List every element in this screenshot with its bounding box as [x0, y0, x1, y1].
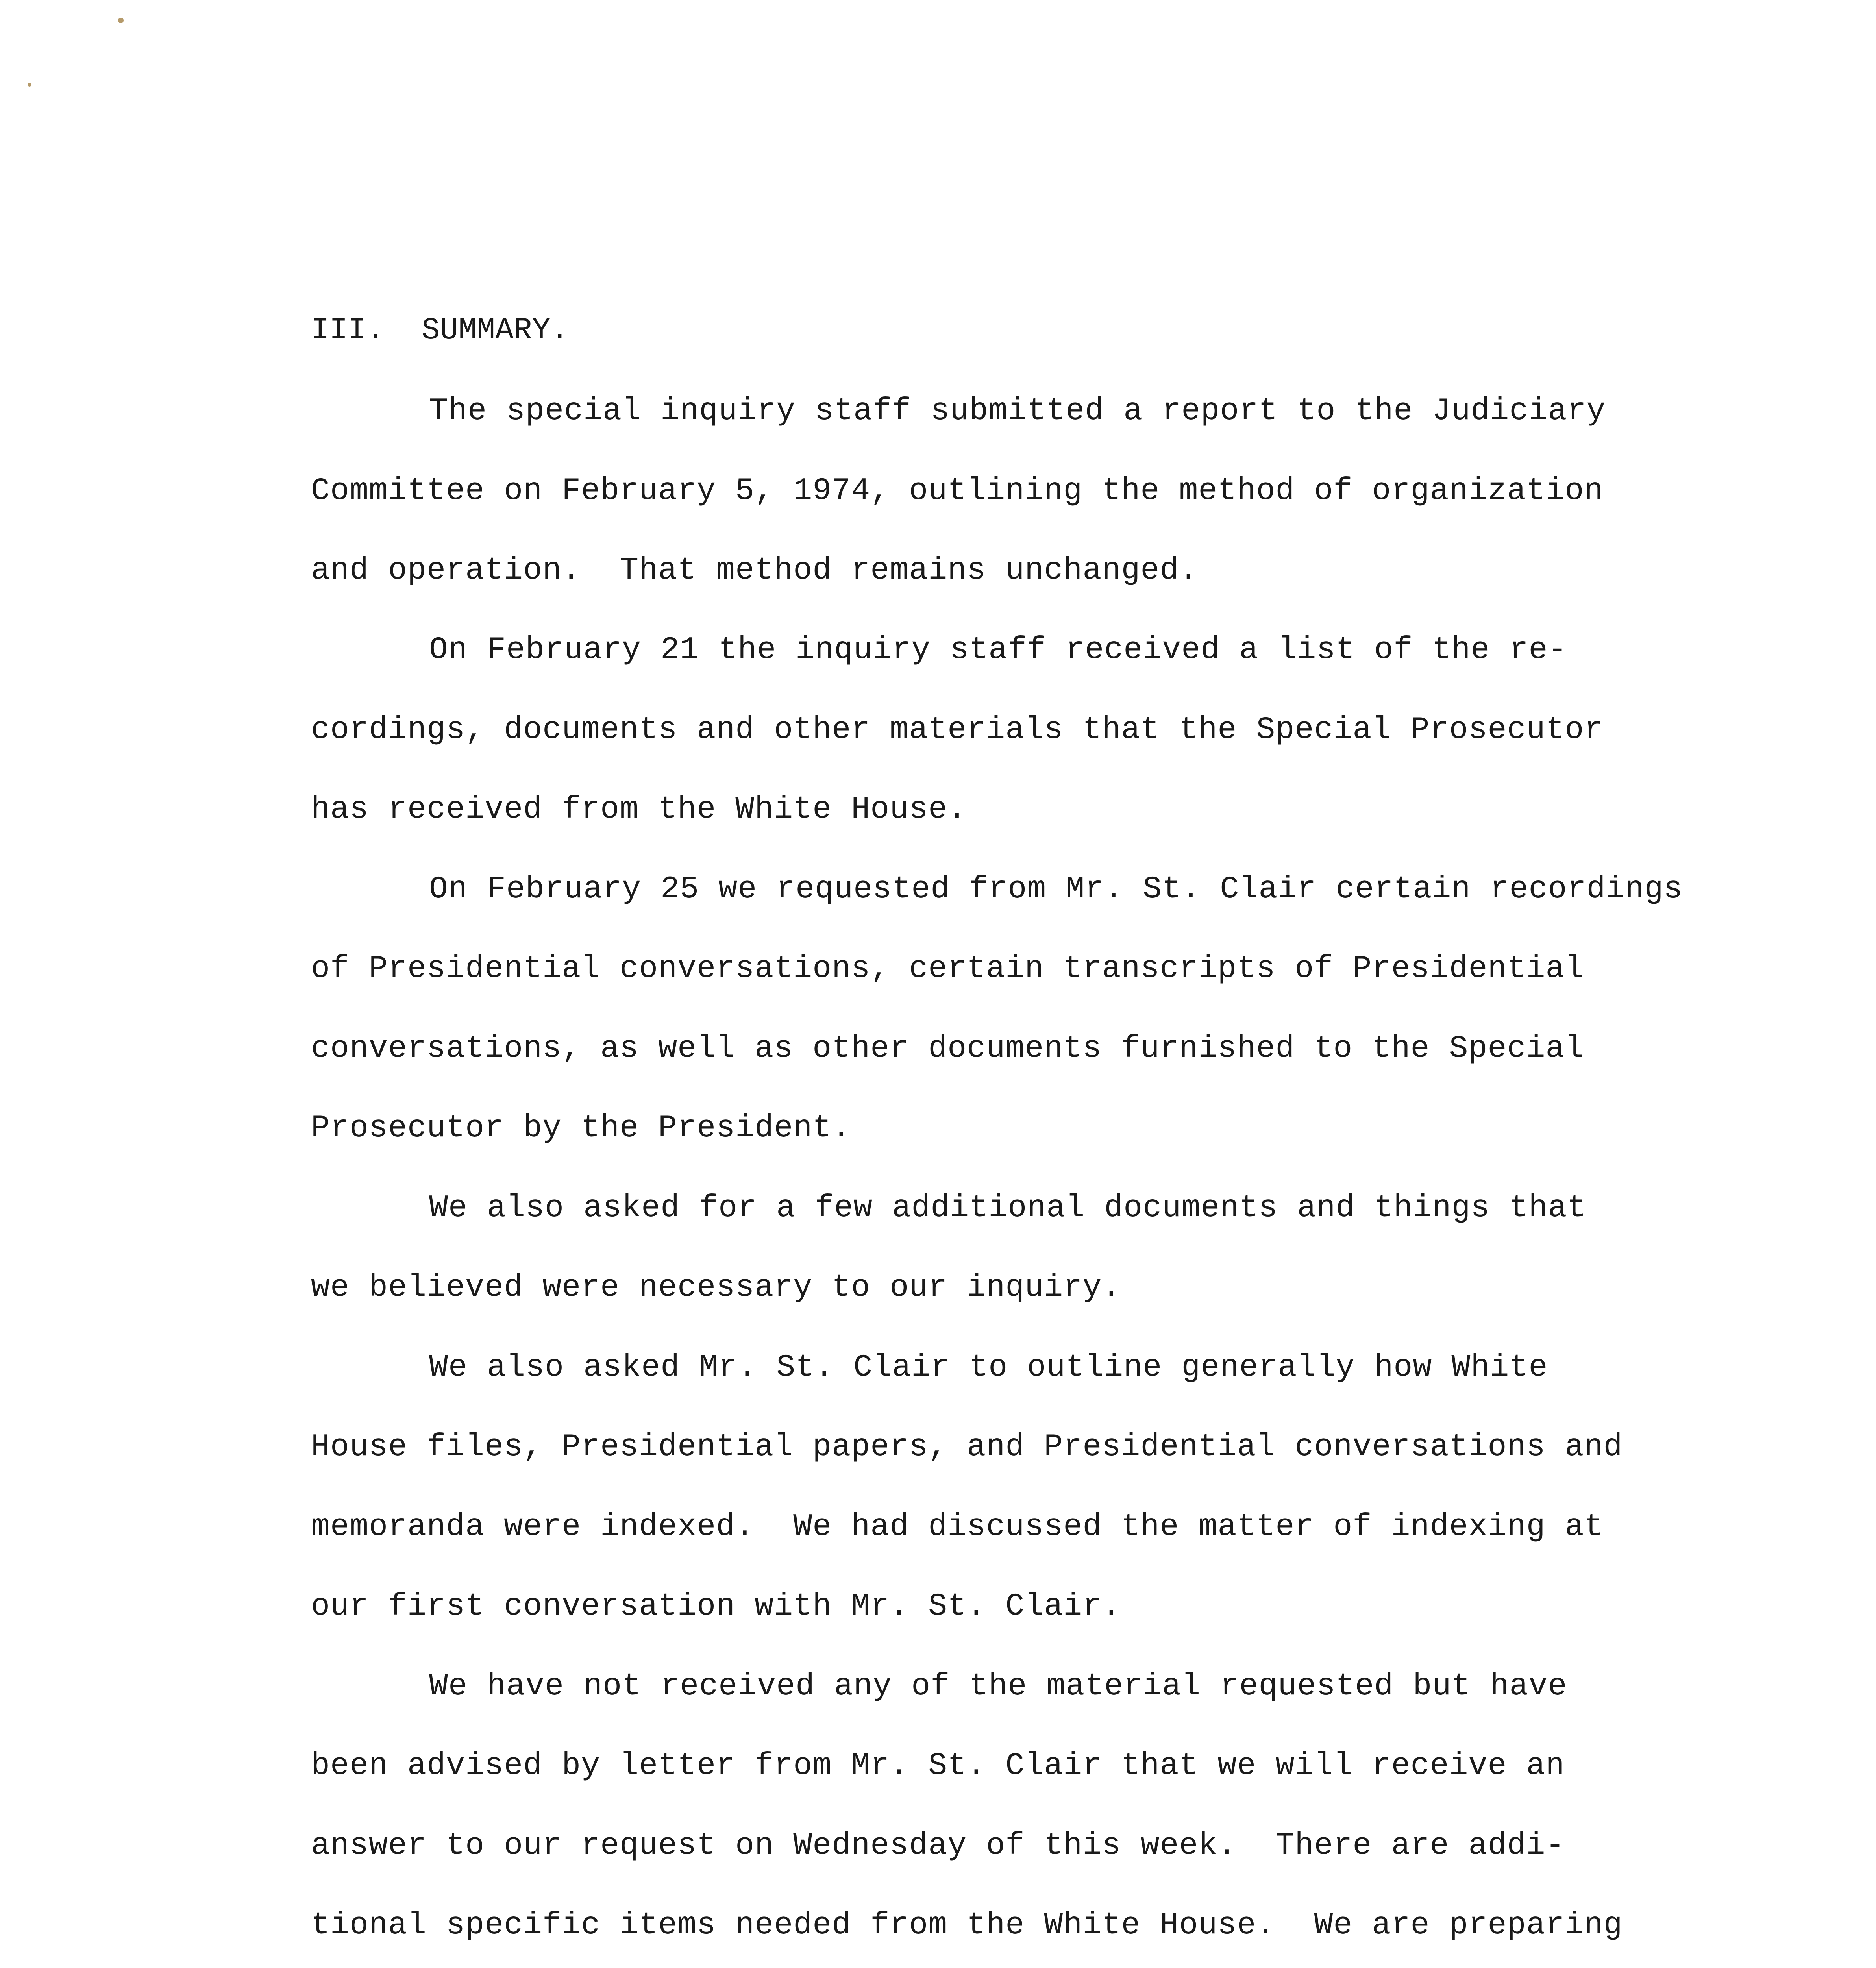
- paragraph-line: and operation. That method remains unchanged.: [311, 553, 1199, 588]
- section-heading: III. SUMMARY.: [311, 313, 569, 348]
- paper-speck: [28, 83, 31, 87]
- paragraph-line: tional specific items needed from the White House. We are preparing: [311, 1907, 1623, 1943]
- paragraph-line: We have not received any of the material requested but have: [429, 1668, 1567, 1704]
- paragraph-line: cordings, documents and other materials that the Special Prosecutor: [311, 712, 1604, 748]
- paragraph-line: The special inquiry staff submitted a report to the Judiciary: [429, 393, 1606, 429]
- paragraph-line: We also asked Mr. St. Clair to outline generally how White: [429, 1350, 1548, 1385]
- paragraph-line: of Presidential conversations, certain transcripts of Presidential: [311, 951, 1584, 987]
- paragraph-line: Committee on February 5, 1974, outlining the method of organization: [311, 473, 1604, 509]
- paragraph-line: On February 21 the inquiry staff received a list of the re-: [429, 632, 1567, 668]
- paragraph-line: memoranda were indexed. We had discussed the matter of indexing at: [311, 1509, 1604, 1545]
- paragraph-line: House files, Presidential papers, and Presidential conversations and: [311, 1429, 1623, 1465]
- paragraph-line: On February 25 we requested from Mr. St. Clair certain recordings: [429, 871, 1683, 907]
- paper-speck: [118, 18, 124, 23]
- paragraph-line: has received from the White House.: [311, 792, 967, 827]
- paragraph-line: conversations, as well as other documents furnished to the Special: [311, 1031, 1584, 1067]
- paragraph-line: answer to our request on Wednesday of this week. There are addi-: [311, 1828, 1565, 1864]
- paragraph-line: our first conversation with Mr. St. Clair.: [311, 1589, 1121, 1624]
- paragraph-line: been advised by letter from Mr. St. Clair that we will receive an: [311, 1748, 1565, 1784]
- paragraph-line: Prosecutor by the President.: [311, 1110, 851, 1146]
- paragraph-line: We also asked for a few additional documents and things that: [429, 1190, 1587, 1226]
- paragraph-line: we believed were necessary to our inquiry.: [311, 1270, 1121, 1306]
